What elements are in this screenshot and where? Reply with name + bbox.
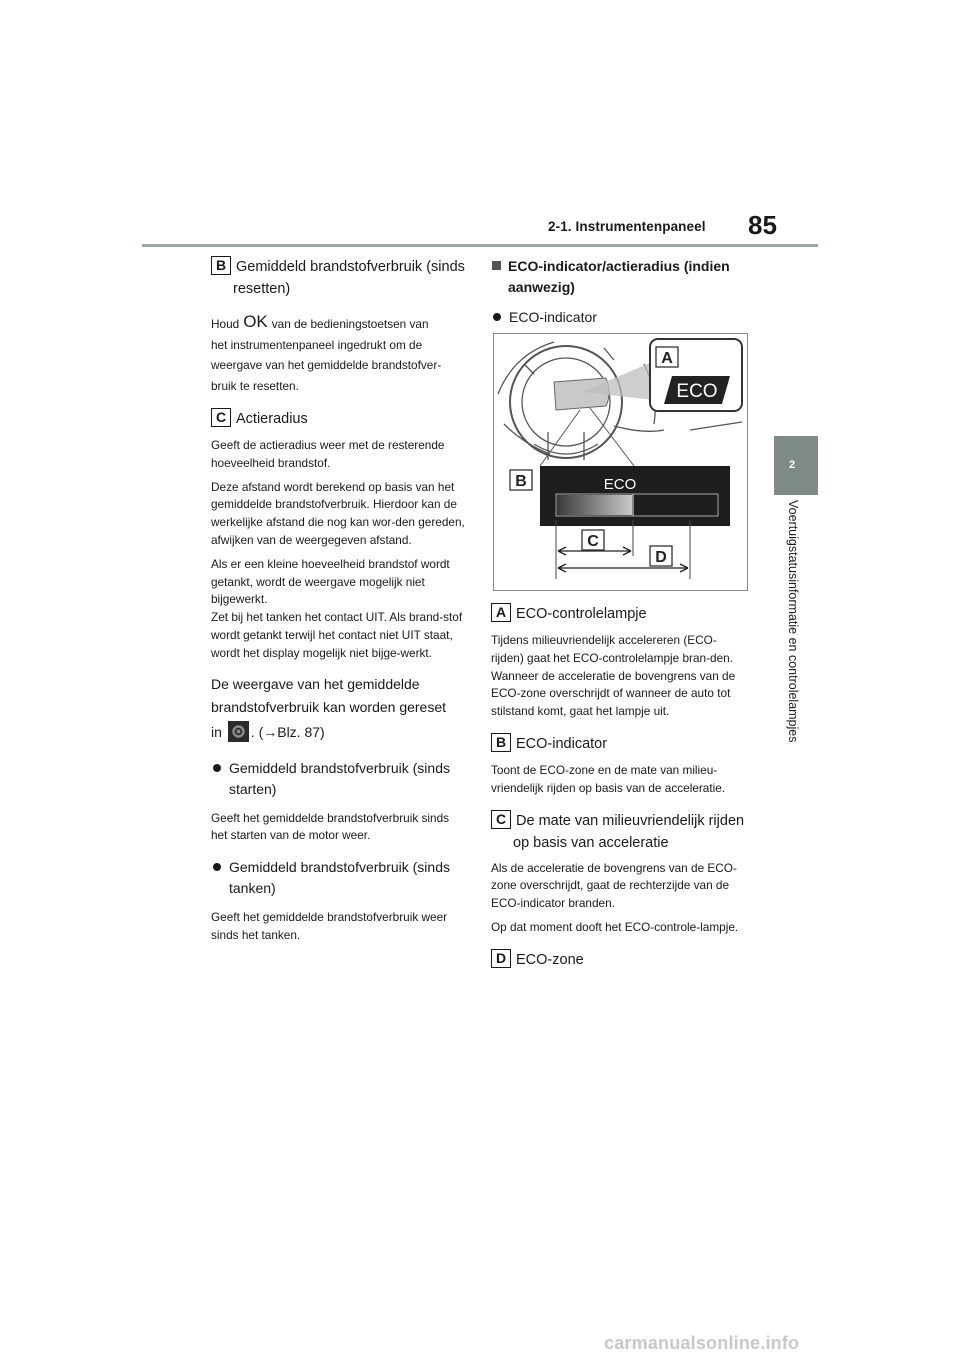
label-badge-c: C (491, 810, 511, 829)
left-column (211, 256, 465, 945)
item-c-paragraph-3b: Zet bij het tanken het contact UIT. Als brand-stof wordt getankt terwijl het contact niet UIT staat, wordt het display mogelijk niet bijge-werkt. (211, 610, 463, 660)
item-c-heading (211, 408, 465, 430)
item-a-heading (491, 603, 745, 625)
item-c-paragraph-2: Deze afstand wordt berekend op basis van het gemiddelde brandstofverbruik. Hierdoor kan de werkelijke afstand die nog kan wor-den gereden, afwijken van de weergegeven afstand. (211, 479, 465, 547)
right-column (491, 256, 745, 328)
eco-diagram (494, 334, 747, 590)
item-c-right-title-line1: De mate van milieuvriendelijk rijden (516, 812, 745, 829)
bullet-eco-indicator (491, 307, 745, 328)
section-header-title: 2-1. Instrumentenpaneel (548, 219, 706, 234)
label-badge-d: D (491, 949, 511, 968)
bullet-since-start (211, 758, 465, 800)
footer-watermark: carmanualsonline.info (604, 1333, 800, 1353)
item-a-title: ECO-controlelampje (516, 606, 647, 622)
text-fragment: in (211, 723, 222, 740)
bullet-since-refuel-text: Geeft het gemiddelde brandstofverbruik weer sinds het tanken. (211, 910, 448, 942)
bullet-title-line2: tanken) (229, 880, 276, 897)
section-square-marker (492, 261, 501, 270)
item-c-title: Actieradius (236, 411, 308, 427)
eco-section-title-line2: aanwezig) (508, 279, 575, 295)
chapter-tab (774, 436, 818, 495)
bullet-eco-indicator-label: ECO-indicator (509, 309, 597, 325)
reset-note-line3 (211, 721, 465, 744)
item-b-text (211, 312, 465, 396)
item-d-heading (491, 949, 745, 971)
text-fragment: Houd (211, 317, 240, 331)
bullet-title-line2: starten) (229, 780, 277, 797)
item-c-paragraph-1: Geeft de actieradius weer met de resterende hoeveelheid brandstof. (211, 438, 445, 470)
item-b-title-line2: resetten) (233, 281, 291, 297)
label-badge-a: A (491, 603, 511, 622)
reset-note (211, 673, 465, 744)
item-b-right-text: Toont de ECO-zone en de mate van milieu-vriendelijk rijden op basis van de acceleratie. (491, 762, 726, 795)
eco-indicator-text: ECO (603, 476, 637, 493)
eco-indicator-figure (493, 333, 748, 591)
bullet-dot (213, 764, 221, 772)
ok-button-icon: OK (243, 312, 268, 331)
text-fragment: van de bedieningstoetsen van (271, 317, 429, 331)
callout-c-label: C (587, 533, 599, 550)
bullet-title-line1: Gemiddeld brandstofverbruik (sinds (229, 759, 450, 776)
chapter-tab-number: 2 (789, 459, 796, 471)
item-b-right-heading (491, 733, 745, 755)
item-a-text: Tijdens milieuvriendelijk accelereren (ECO-rijden) gaat het ECO-controlelampje bran-den. Wanneer de acceleratie de bovengrens van de ECO-zone overschrijdt of wanneer de auto tot stilstand komt, gaat het lampje uit. (491, 633, 736, 719)
bullet-since-start-text: Geeft het gemiddelde brandstofverbruik sinds het starten van de motor weer. (211, 810, 450, 843)
callout-a-label: A (661, 350, 673, 367)
label-badge-c: C (211, 408, 231, 427)
bullet-dot (213, 863, 221, 871)
label-badge-b: B (211, 256, 231, 275)
right-column-lower (491, 603, 745, 971)
settings-gear-icon (228, 721, 249, 742)
eco-bar-fill (557, 495, 632, 515)
eco-section-title-line1: ECO-indicator/actieradius (indien (508, 258, 730, 274)
item-c-paragraph-3a: Als er een kleine hoeveelheid brandstof wordt getankt, wordt de weergave mogelijk niet bijgewerkt. (211, 556, 450, 607)
bullet-dot (493, 313, 501, 321)
item-d-title: ECO-zone (516, 951, 584, 968)
page-number: 85 (748, 210, 777, 240)
bullet-since-refuel (211, 857, 465, 899)
item-b-heading (211, 256, 465, 300)
eco-lamp-badge-text: ECO (676, 381, 718, 402)
item-b-right-title: ECO-indicator (516, 735, 608, 752)
item-c-right-text-2: Op dat moment dooft het ECO-controle-lampje. (491, 919, 739, 934)
text-line: bruik te resetten. (211, 378, 299, 393)
page-reference: . (→Blz. 87) (250, 723, 325, 740)
text-line: weergave van het gemiddelde brandstofver- (211, 358, 442, 372)
callout-b-label: B (515, 473, 527, 490)
bullet-title-line1: Gemiddeld brandstofverbruik (sinds (229, 859, 450, 876)
callout-d-label: D (655, 549, 667, 566)
label-badge-b: B (491, 733, 511, 752)
item-c-right-heading (491, 810, 745, 854)
eco-section-heading (491, 256, 745, 298)
reset-note-line2: brandstofverbruik kan worden gereset (211, 698, 447, 715)
item-c-right-title-line2: op basis van acceleratie (513, 834, 669, 851)
header-divider (142, 244, 818, 247)
chapter-tab-title: Voertuigstatusinformatie en controlelampjes (786, 500, 800, 743)
reset-note-line1: De weergave van het gemiddelde (211, 675, 420, 692)
item-b-title-line1: Gemiddeld brandstofverbruik (sinds (236, 259, 465, 275)
item-c-right-text-1: Als de acceleratie de bovengrens van de ECO-zone overschrijdt, gaat de rechterzijde van de ECO-indicator branden. (491, 860, 737, 911)
text-line: het instrumentenpaneel ingedrukt om de (211, 337, 423, 352)
